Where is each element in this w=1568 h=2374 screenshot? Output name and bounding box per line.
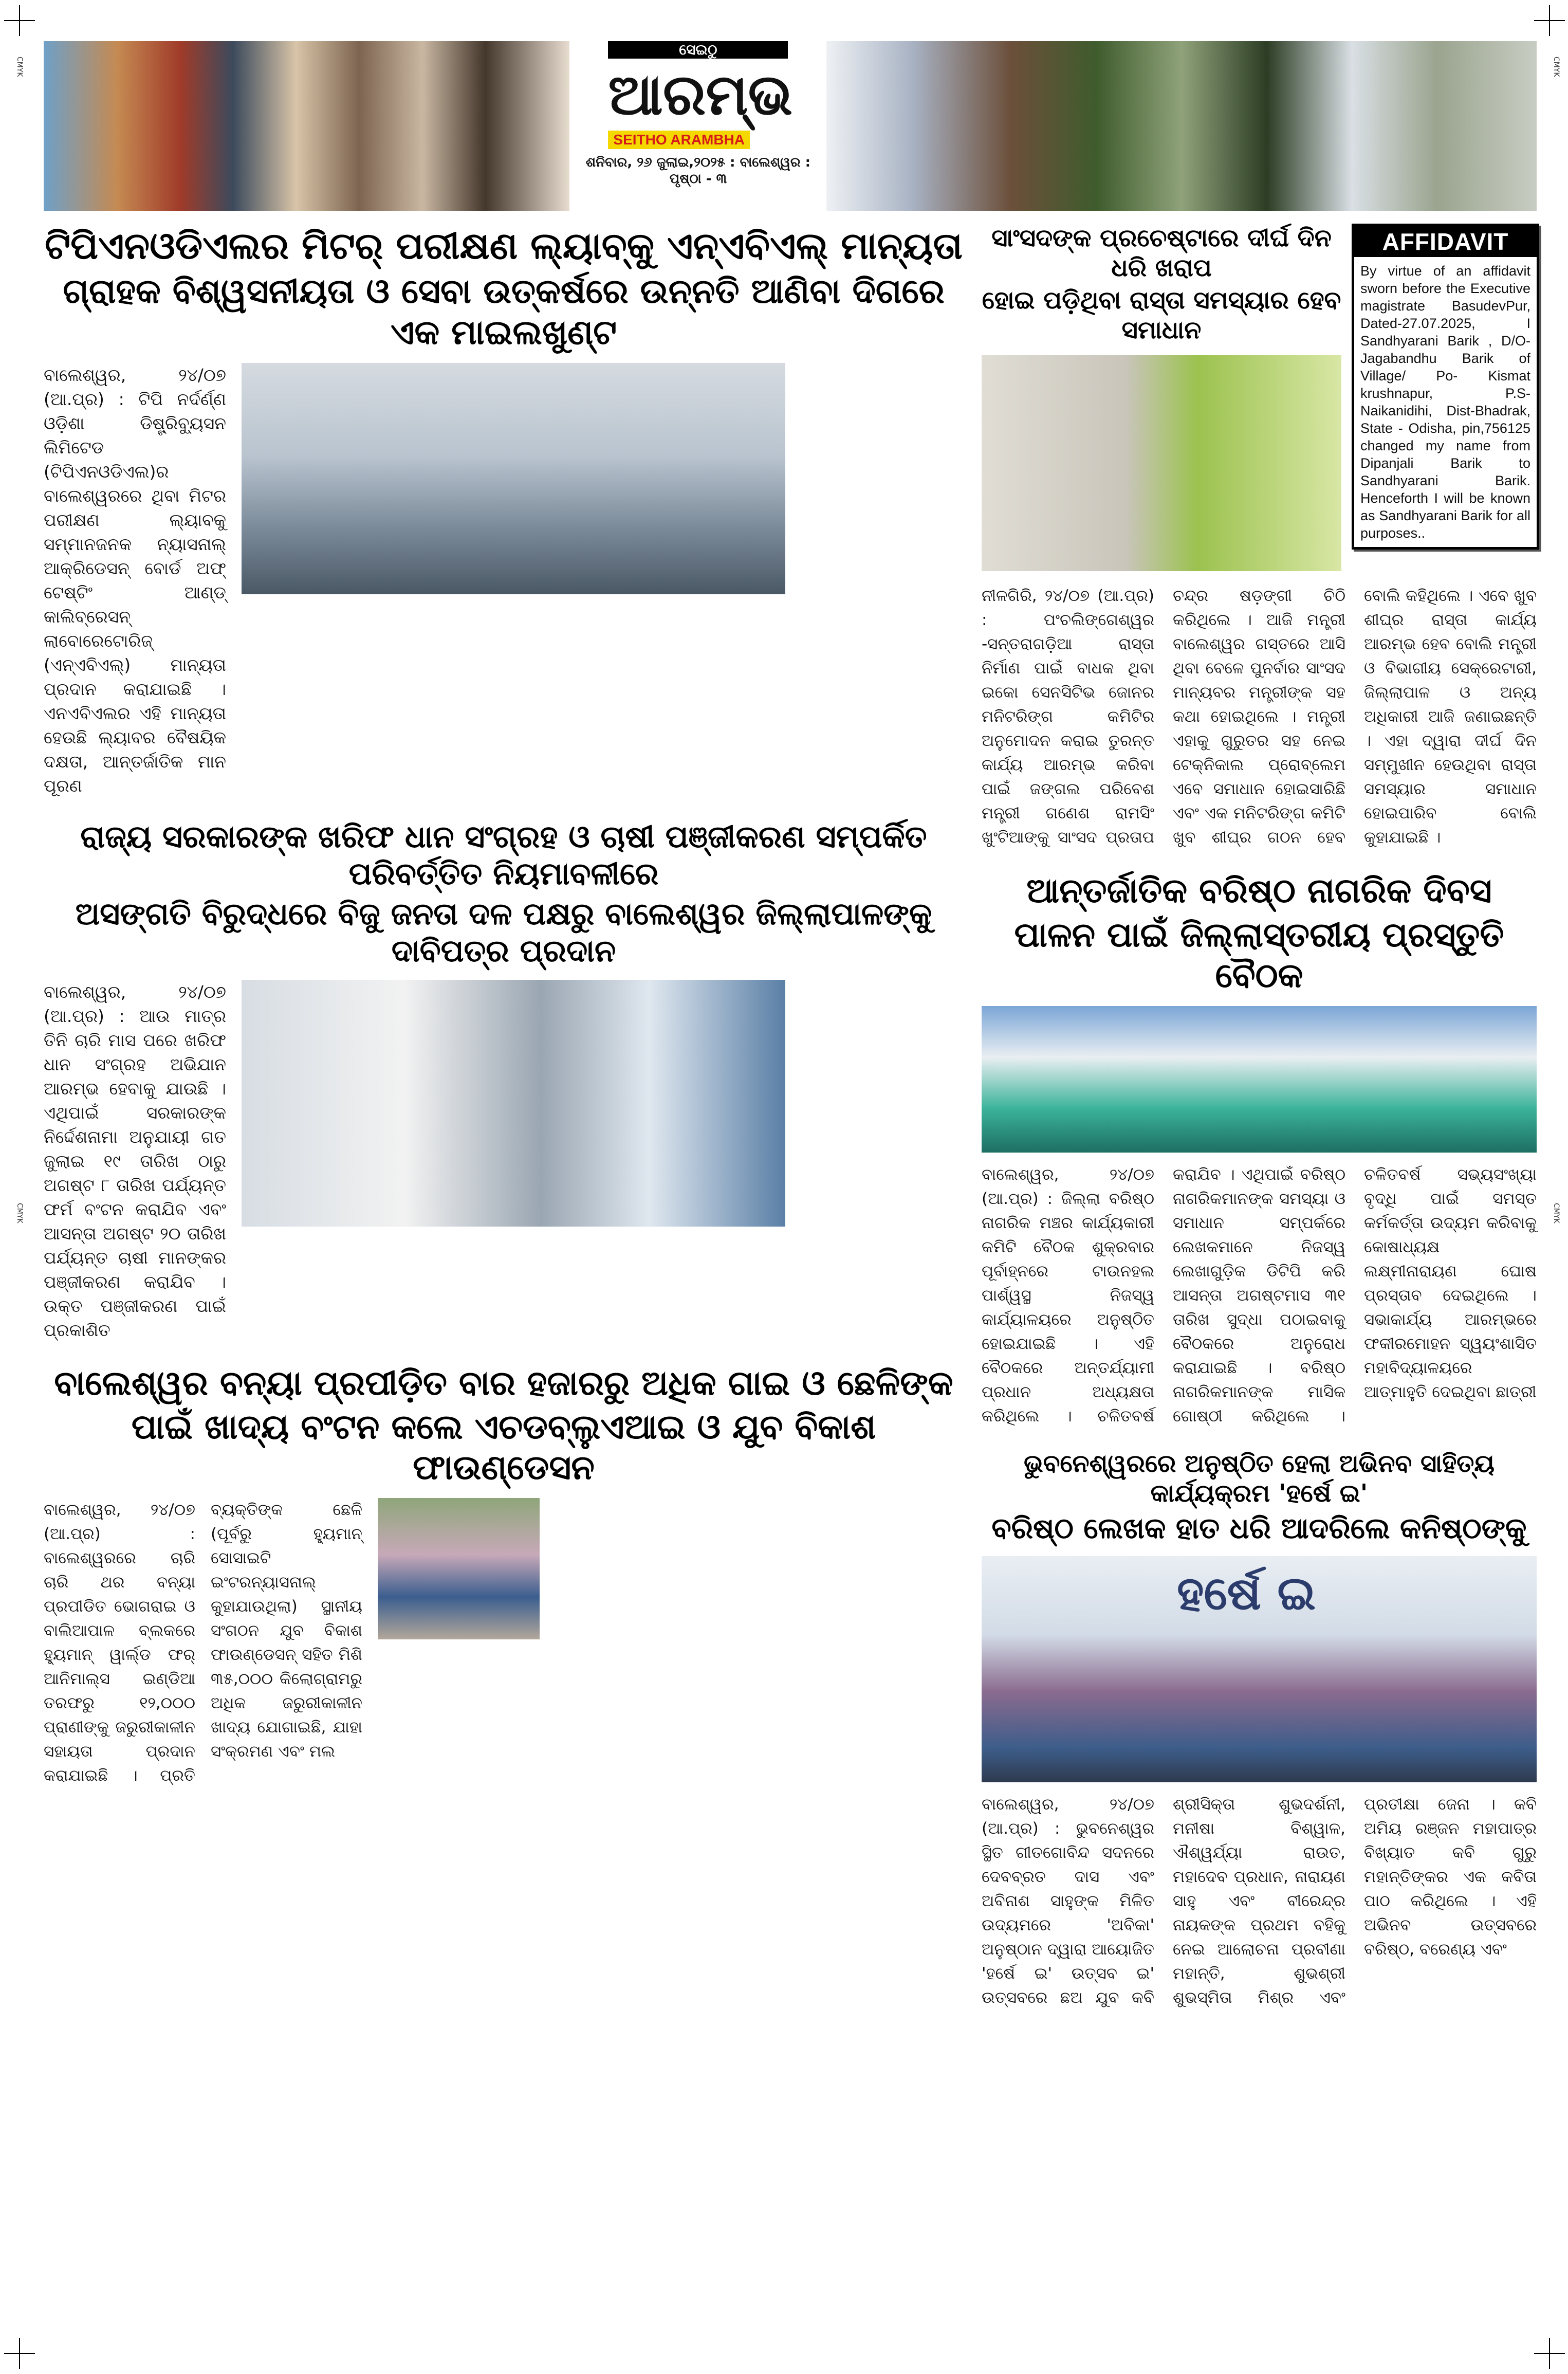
tpnodl-body: ବାଲେଶ୍ୱର, ୨୪/୦୭ (ଆ.ପ୍ର) : ଟିପି ନର୍ଦର୍ଣ୍ଣ ଓଡ଼ିଶା ଡିଷ୍ଟ୍ରିବ୍ୟୁସନ ଲିମିଟେଡ (ଟିପିଏନଓଡିଏଲ)ର ବାଲେଶ୍ୱରରେ ଥିବା ମିଟର ପରୀକ୍ଷଣ ଲ୍ୟାବକୁ ସମ୍ମାନଜନକ ନ୍ୟାସନାଲ୍ ଆକ୍ରିଡେସନ୍ ବୋର୍ଡ ଅଫ୍ ଟେଷ୍ଟିଂ ଆଣ୍ଡ୍ କାଲିବ୍ରେସନ୍ ଲାବୋରେଟୋରିଜ୍ (ଏନ୍‌ଏବିଏଲ୍) ମାନ୍ୟତା ପ୍ରଦାନ କରାଯାଇଛି । ଏନଏବିଏଲର ଏହି ମାନ୍ୟତା ହେଉଛି ଲ୍ୟାବର ବୈଷୟିକ ଦକ୍ଷତା, ଆନ୍ତର୍ଜାତିକ ମାନ ପୂରଣ bbox=[44, 364, 226, 796]
bjd-body: ବାଲେଶ୍ୱର, ୨୪/୦୭ (ଆ.ପ୍ର) : ଆଉ ମାତ୍ର ତିନି ଚାରି ମାସ ପରେ ଖରିଫ ଧାନ ସଂଗ୍ରହ ଅଭିଯାନ ଆରମ୍ଭ ହେବାକୁ ଯାଉଛି । ଏଥିପାଇଁ ସରକାରଙ୍କ ନିର୍ଦ୍ଦେଶନାମା ଅନୁଯାୟୀ ଗତ ଜୁଲାଇ ୧୯ ତାରିଖ ଠାରୁ ଅଗଷ୍ଟ ୮ ତାରିଖ ପର୍ଯ୍ୟନ୍ତ ଫର୍ମ ବଂଟନ କରାଯିବ ଏବଂ ଆସନ୍ତା ଅଗଷ୍ଟ ୨୦ ତାରିଖ ପର୍ଯ୍ୟନ୍ତ ଚାଷୀ ମାନଙ୍କର ପଞ୍ଜୀକରଣ କରାଯିବ । ଉକ୍ତ ପଞ୍ଜୀକରଣ ପାଇଁ ପ୍ରକାଶିତ bbox=[44, 981, 226, 1340]
logo-wordmark: ଆରମ୍ଭ bbox=[608, 62, 793, 127]
masthead-right-photo-strip bbox=[826, 41, 1537, 211]
headline-senior-citizen-line1: ଆନ୍ତର୍ଜାତିକ ବରିଷ୍ଠ ନାଗରିକ ଦିବସ bbox=[1026, 871, 1492, 911]
registration-mark-icon bbox=[1534, 2338, 1565, 2369]
headline-mp-road-line2: ହୋଇ ପଡ଼ିଥିବା ରାସ୍ତା ସମସ୍ୟାର ହେବ ସମାଧାନ bbox=[982, 286, 1341, 344]
headline-harshe-e-line1: ଭୁବନେଶ୍ୱରରେ ଅନୁଷ୍ଠିତ ହେଲା ଅଭିନବ ସାହିତ୍ୟ କାର୍ଯ୍ୟକ୍ରମ 'ହର୍ଷେ ଇ' bbox=[1023, 1449, 1495, 1508]
headline-tpnodl-line2: ଗ୍ରାହକ ବିଶ୍ୱସନୀୟତା ଓ ସେବା ଉତ୍କର୍ଷରେ ଉନ୍ନତି ଆଣିବା ଦିଗରେ ଏକ ମାଇଲଖୁଣ୍ଟ bbox=[63, 271, 945, 352]
headline-bjd-line1: ରାଜ୍ୟ ସରକାରଙ୍କ ଖରିଫ ଧାନ ସଂଗ୍ରହ ଓ ଚାଷୀ ପଞ୍ଜୀକରଣ ସମ୍ପର୍କିତ ପରିବର୍ତ୍ତିତ ନିୟମାବଳୀରେ bbox=[80, 818, 927, 892]
headline-harshe-e-line2: ବରିଷ୍ଠ ଲେଖକ ହାତ ଧରି ଆଦରିଲେ କନିଷ୍ଠଙ୍କୁ bbox=[991, 1512, 1527, 1546]
flood-relief-body: ବାଲେଶ୍ୱର, ୨୪/୦୭ (ଆ.ପ୍ର) : ବାଲେଶ୍ୱରରେ ଚାରି ଚାରି ଥର ବନ୍ୟା ପ୍ରପୀଡିତ ଭୋଗରାଇ ଓ ବାଲିଆପାଳ ବ୍ଲକରେ ହ୍ୟୁମାନ୍ ୱାର୍ଲ୍ଡ ଫର୍ ଆନିମାଲ୍ସ ଇଣ୍ଡିଆ ତରଫରୁ ୧୨,୦୦୦ ପ୍ରାଣୀଙ୍କୁ ଜରୁରୀକାଳୀନ ସହାୟତା ପ୍ରଦାନ କରାଯାଇଛି । ପ୍ରତି ବ୍ୟକ୍ତିଙ୍କ ଛେଳି (ପୂର୍ବରୁ ହ୍ୟୁମାନ୍ ସୋସାଇଟି ଇଂଟରନ୍ୟାସନାଲ୍ କୁହାଯାଉଥିଲା) ସ୍ଥାନୀୟ ସଂଗଠନ ଯୁବ ବିକାଶ ଫାଉଣ୍ଡେସନ୍ ସହିତ ମିଶି ୩୫,୦୦୦ କିଲୋଗ୍ରାମରୁ ଅଧିକ ଜରୁରୀକାଳୀନ ଖାଦ୍ୟ ଯୋଗାଇଛି, ଯାହା ସଂକ୍ରମଣ ଏବଂ ମଲ bbox=[44, 1501, 362, 1785]
registration-mark-icon bbox=[4, 2338, 35, 2369]
article-tpnodl bbox=[44, 224, 964, 798]
affidavit-title: AFFIDAVIT bbox=[1354, 226, 1537, 257]
cmyk-mark: CMYK bbox=[15, 57, 24, 77]
harshe-e-body: ବାଲେଶ୍ୱର, ୨୪/୦୭ (ଆ.ପ୍ର) : ଭୁବନେଶ୍ୱର ସ୍ଥିତ ଗୀତଗୋବିନ୍ଦ ସଦନରେ ଦେବବ୍ରତ ଦାସ ଏବଂ ଅବିନାଶ ସାହୁଙ୍କ ମିଳିତ ଉଦ୍ୟମରେ 'ଅବିକା' ଅନୁଷ୍ଠାନ ଦ୍ୱାରା ଆୟୋଜିତ 'ହର୍ଷେ ଇ' ଉତ୍ସବ ଇ' ଉତ୍ସବରେ ଛଅ ଯୁବ କବି ଶ୍ରୀସିକ୍ତା ଶୁଭଦର୍ଶନୀ, ମନୀଷା ବିଶ୍ୱାଳ, ଐଶ୍ୱର୍ଯ୍ୟା ରାଉତ, ମହାଦେବ ପ୍ରଧାନ, ନାରାୟଣ ସାହୁ ଏବଂ ବୀରେନ୍ଦ୍ର ନାୟକଙ୍କ ପ୍ରଥମ ବହିକୁ ନେଇ ଆଲୋଚନା ପ୍ରବୀଣା ମହାନ୍ତି, ଶୁଭଶ୍ରୀ ଶୁଭସ୍ମିତା ମିଶ୍ର ଏବଂ ପ୍ରତୀକ୍ଷା ଜେନା । କବି ଅମିୟ ରଞ୍ଜନ ମହାପାତ୍ର ବିଖ୍ୟାତ କବି ଗୁରୁ ମହାନ୍ତିଙ୍କର ଏକ କବିତା ପାଠ କରିଥିଲେ । ଏହି ଅଭିନବ ଉତ୍ସବରେ ବରିଷ୍ଠ, ବରେଣ୍ୟ ଏବଂ bbox=[982, 1795, 1537, 2007]
article-harshe-e bbox=[982, 1449, 1537, 2010]
masthead-left-photo-strip bbox=[44, 41, 569, 211]
bjd-memorandum-photo bbox=[242, 980, 785, 1227]
headline-mp-road-line1: ସାଂସଦଙ୍କ ପ୍ରଚେଷ୍ଟାରେ ଦୀର୍ଘ ଦିନ ଧରି ଖରାପ bbox=[991, 224, 1332, 282]
logo-kicker: ସେଇଠୁ bbox=[608, 41, 788, 59]
article-mp-road bbox=[982, 224, 1537, 850]
logo-english-badge: SEITHO ARAMBHA bbox=[608, 131, 750, 149]
harshe-e-banner-text: ହର୍ଷେ ଇ bbox=[1177, 1566, 1316, 1621]
senior-citizen-meeting-photo bbox=[982, 1006, 1537, 1153]
cmyk-mark: CMYK bbox=[1552, 1203, 1560, 1223]
masthead-logo[interactable] bbox=[608, 41, 793, 149]
masthead bbox=[44, 41, 1537, 211]
tpnodl-lab-photo bbox=[242, 363, 785, 594]
headline-flood-line1: ବାଲେଶ୍ୱର ବନ୍ୟା ପ୍ରପୀଡ଼ିତ ବାର ହଜାରରୁ ଅଧିକ ଗାଇ ଓ ଛେଳିଙ୍କ bbox=[54, 1363, 953, 1403]
affidavit-body: By virtue of an affidavit sworn before the Executive magistrate BasudevPur, Dated-27.07.2025, I Sandhyarani Barik , D/O-Jagabandhu Barik of Village/ Po- Kismat krushnapur, P.S-Naikanidihi, Dist-Bhadrak, State - Odisha, pin,756125 changed my name from Dipanjali Barik to Sandhyarani Barik. Henceforth I will be known as Sandhyarani Barik for all purposes.. bbox=[1360, 263, 1530, 541]
dateline: ଶନିବାର, ୨୬ ଜୁଲାଇ,୨୦୨୫ : ବାଲେଶ୍ୱର : ପୃଷ୍ଠା - ୩ bbox=[585, 155, 811, 187]
senior-citizen-body: ବାଲେଶ୍ୱର, ୨୪/୦୭ (ଆ.ପ୍ର) : ଜିଲ୍ଲା ବରିଷ୍ଠ ନାଗରିକ ମଞ୍ଚର କାର୍ଯ୍ୟକାରୀ କମିଟି ବୈଠକ ଶୁକ୍ରବାର ପୂର୍ବାହ୍ନରେ ଟାଉନହଲ ପାର୍ଶ୍ୱସ୍ଥ ନିଜସ୍ୱ କାର୍ଯ୍ୟାଳୟରେ ଅନୁଷ୍ଠିତ ହୋଇଯାଇଛି । ଏହି ବୈଠକରେ ଅନ୍ତର୍ଯ୍ୟାମୀ ପ୍ରଧାନ ଅଧ୍ୟକ୍ଷତା କରିଥିଲେ । ଚଳିତବର୍ଷ କରାଯିବ । ଏଥିପାଇଁ ବରିଷ୍ଠ ନାଗରିକମାନଙ୍କ ସମସ୍ୟା ଓ ସମାଧାନ ସମ୍ପର୍କରେ ଲେଖକମାନେ ନିଜସ୍ୱ ଲେଖାଗୁଡ଼ିକ ଡିଟିପି କରି ଆସନ୍ତା ଅଗଷ୍ଟମାସ ୩୧ ତାରିଖ ସୁଦ୍ଧା ପଠାଇବାକୁ ବୈଠକରେ ଅନୁରୋଧ କରାଯାଇଛି । ବରିଷ୍ଠ ନାଗରିକମାନଙ୍କ ମାସିକ ଗୋଷ୍ଠୀ କରିଥିଲେ । ଚଳିତବର୍ଷ ସଭ୍ୟସଂଖ୍ୟା ବୃଦ୍ଧି ପାଇଁ ସମସ୍ତ କର୍ମକର୍ତ୍ତା ଉଦ୍ୟମ କରିବାକୁ କୋଷାଧ୍ୟକ୍ଷ ଲକ୍ଷ୍ମୀନାରାୟଣ ଘୋଷ ପ୍ରସ୍ତାବ ଦେଇଥିଲେ । ସଭାକାର୍ଯ୍ୟ ଆରମ୍ଭରେ ଫକୀରମୋହନ ସ୍ୱୟଂଶାସିତ ମହାବିଦ୍ୟାଳୟରେ ଆତ୍ମାହୁତି ଦେଇଥିବା ଛାତ୍ରୀ bbox=[982, 1165, 1537, 1426]
harshe-e-event-photo bbox=[982, 1556, 1537, 1782]
cmyk-mark: CMYK bbox=[1552, 57, 1560, 77]
mp-road-body: ନୀଳଗିରି, ୨୪/୦୭ (ଆ.ପ୍ର) : ପଂଚଲିଙ୍ଗେଶ୍ୱର -ସନ୍ତରାଗଡ଼ିଆ ରାସ୍ତା ନିର୍ମାଣ ପାଇଁ ବାଧକ ଥିବା ଇକୋ ସେନସିଟିଭ ଜୋନର ମନିଟରିଙ୍ଗ କମିଟିର ଅନୁମୋଦନ କରାଇ ତୁରନ୍ତ କାର୍ଯ୍ୟ ଆରମ୍ଭ କରିବା ପାଇଁ ଜଙ୍ଗଲ ପରିବେଶ ମନ୍ତ୍ରୀ ଗଣେଶ ରାମସିଂ ଖୁଂଟିଆଙ୍କୁ ସାଂସଦ ପ୍ରତାପ ଚନ୍ଦ୍ର ଷଡ଼ଙ୍ଗୀ ଚିଠି କରିଥିଲେ । ଆଜି ମନ୍ତ୍ରୀ ବାଲେଶ୍ୱର ଗସ୍ତରେ ଆସି ଥିବା ବେଳେ ପୁନର୍ବାର ସାଂସଦ ମାନ୍ୟବର ମନ୍ତ୍ରୀଙ୍କ ସହ କଥା ହୋଇଥିଲେ । ମନ୍ତ୍ରୀ ଏହାକୁ ଗୁରୁତର ସହ ନେଇ ଟେକ୍ନିକାଲ ପ୍ରୋବ୍ଲେମ ଏବେ ସମାଧାନ ହୋଇସାରିଛି ଏବଂ ଏକ ମନିଟରିଙ୍ଗ କମିଟି ଖୁବ ଶୀଘ୍ର ଗଠନ ହେବ ବୋଲି କହିଥିଲେ । ଏବେ ଖୁବ ଶୀଘ୍ର ରାସ୍ତା କାର୍ଯ୍ୟ ଆରମ୍ଭ ହେବ ବୋଲି ମନ୍ତ୍ରୀ ଓ ବିଭାଗୀୟ ସେକ୍ରେଟାରୀ, ଜିଲ୍ଲାପାଳ ଓ ଅନ୍ୟ ଅଧିକାରୀ ଆଜି ଜଣାଇଛନ୍ତି । ଏହା ଦ୍ୱାରା ଦୀର୍ଘ ଦିନ ସମ୍ମୁଖୀନ ହେଉଥିବା ରାସ୍ତା ସମସ୍ୟାର ସମାଧାନ ହୋଇପାରିବ ବୋଲି କୁହାଯାଇଛି । bbox=[982, 587, 1537, 847]
affidavit-notice bbox=[1352, 224, 1539, 550]
article-senior-citizen bbox=[982, 870, 1537, 1429]
headline-bjd-line2: ଅସଙ୍ଗତି ବିରୁଦ୍ଧରେ ବିଜୁ ଜନତା ଦଳ ପକ୍ଷରୁ ବାଲେଶ୍ୱର ଜିଲ୍ଲାପାଳଙ୍କୁ ଦାବିପତ୍ର ପ୍ରଦାନ bbox=[75, 896, 932, 969]
flood-relief-photo bbox=[378, 1498, 540, 1639]
cmyk-mark: CMYK bbox=[15, 1203, 24, 1223]
headline-tpnodl-line1: ଟିପିଏନଓଡିଏଲର ମିଟର୍ ପରୀକ୍ଷଣ ଲ୍ୟାବ୍‌କୁ ଏନ୍‌ଏବିଏଲ୍ ମାନ୍ୟତା bbox=[45, 224, 963, 267]
headline-senior-citizen-line2: ପାଳନ ପାଇଁ ଜିଲ୍ଲାସ୍ତରୀୟ ପ୍ରସ୍ତୁତି ବୈଠକ bbox=[1014, 915, 1504, 995]
mp-meeting-photo bbox=[982, 355, 1341, 571]
article-flood bbox=[44, 1363, 964, 1788]
article-bjd bbox=[44, 818, 964, 1342]
headline-flood-line2: ପାଇଁ ଖାଦ୍ୟ ବଂଟନ କଲେ ଏଚଡବ୍ଲୁଏଆଇ ଓ ଯୁବ ବିକାଶ ଫାଉଣ୍ଡେସନ bbox=[131, 1407, 876, 1488]
